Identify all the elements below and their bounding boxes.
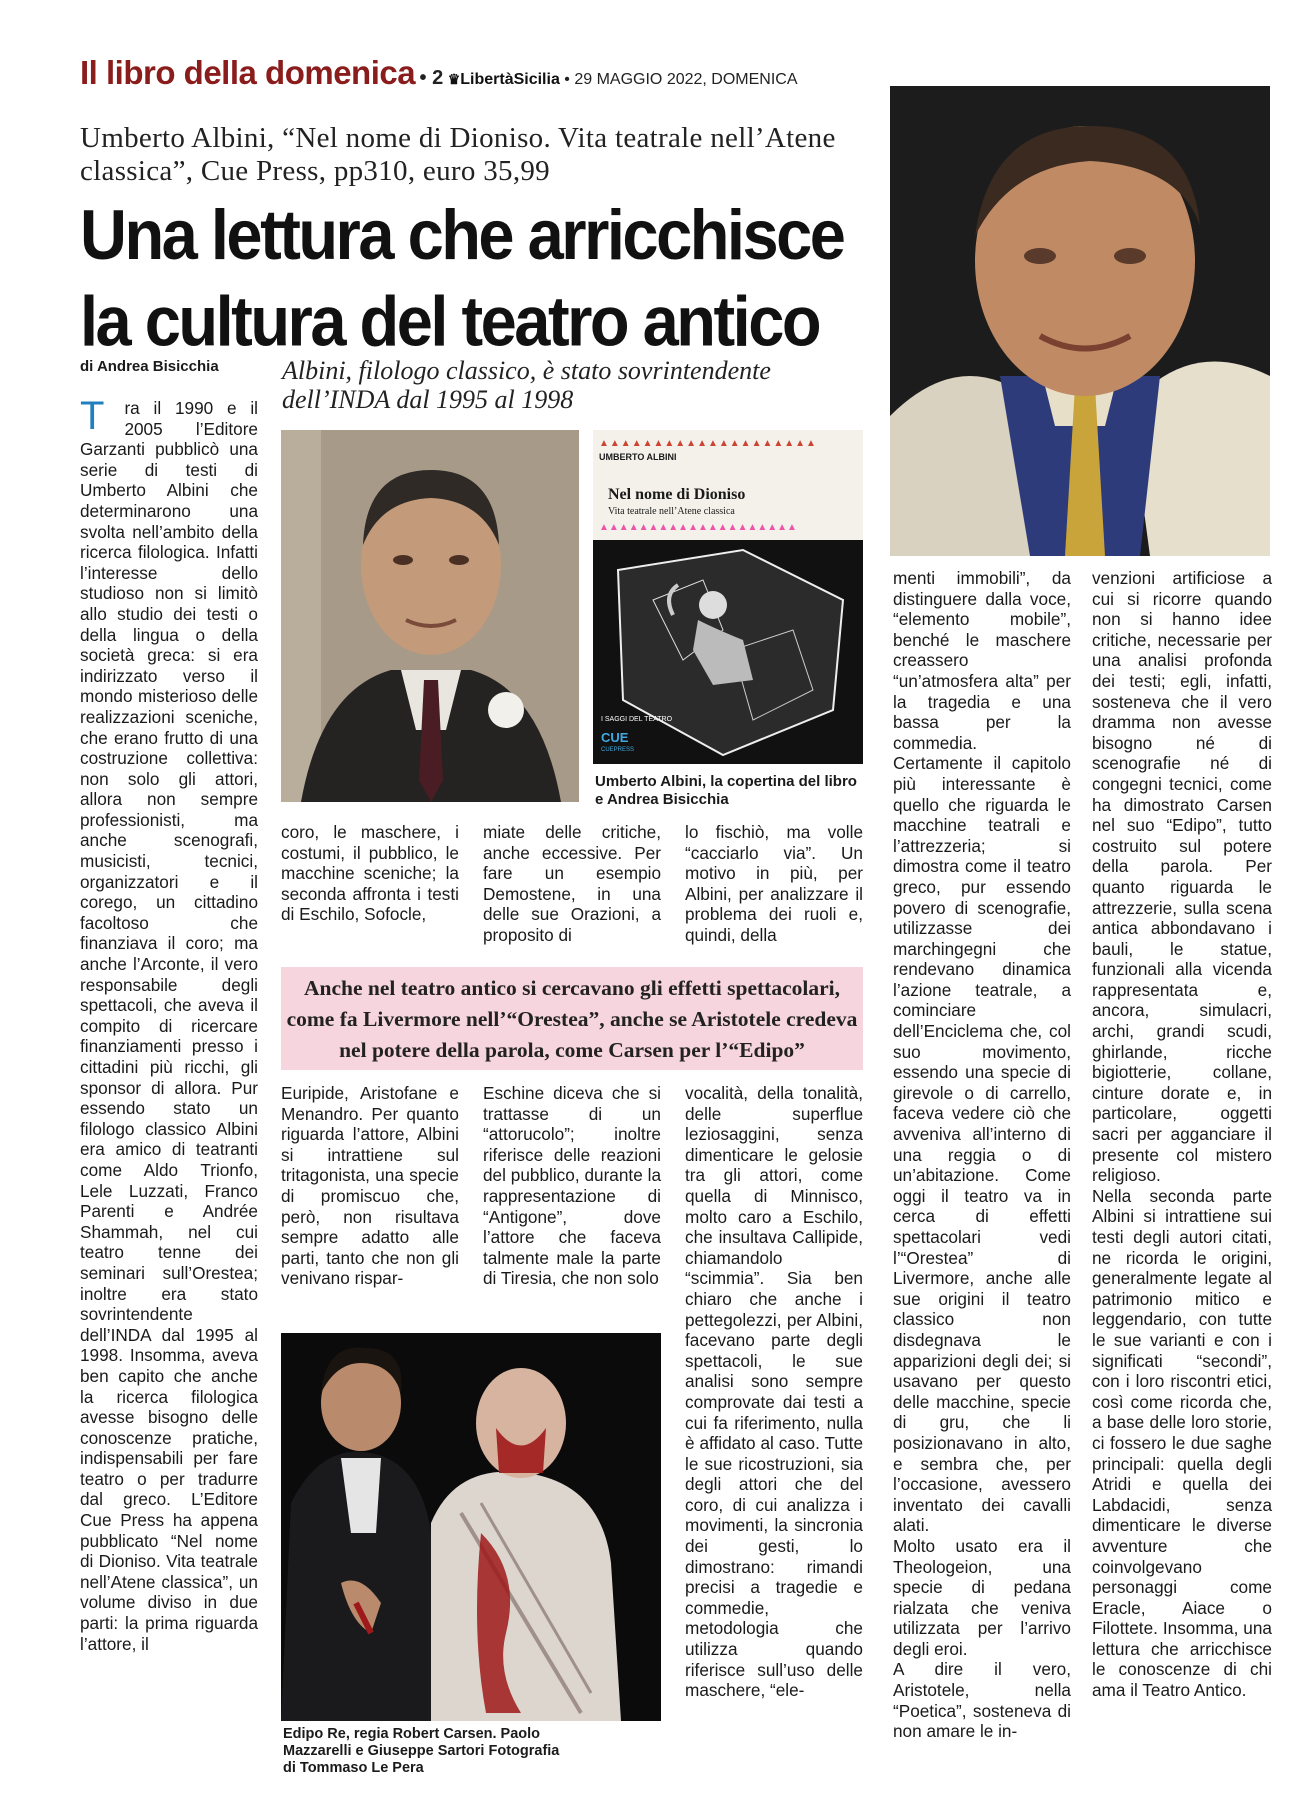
newspaper-logo [448,71,565,88]
drop-cap: T [80,394,105,438]
section-title: Il libro della domenica [80,54,416,91]
book-cover-artwork [593,540,863,764]
book-cover-subtitle: Vita teatrale nell’Atene classica [608,506,735,517]
kicker: Albini, filologo classico, è stato sovrintendente dell’INDA dal 1995 al 1998 [282,356,771,414]
column-2-top [281,822,459,925]
newspaper-name: LibertàSicilia [460,71,560,88]
column-5-para-3: A dire il vero, Aristotele, nella “Poetica”, sosteneva di non amare le in- [893,1659,1071,1742]
column-2-bottom [281,1083,459,1289]
column-3-top-text: miate delle critiche, anche eccessive. Per fare un esempio Demostene, in una delle sue Orazioni, a proposito di [483,822,661,945]
byline: di Andrea Bisicchia [80,358,219,375]
book-cover-title: Nel nome di Dioniso [608,486,746,503]
stage-photo-image [281,1333,661,1721]
column-4-bottom-text: vocalità, della tonalità, delle superflue leziosaggini, senza dimenticare le gelosie tra gli attori, come quella di Minnisco, molto caro a Eschilo, che insultava Callipide, chiamandolo “scimmia”. Sia ben chiaro che anche i pettegolezzi, per Albini, facevano parte degli spettacoli, le sue analisi sono sempre comprovate dai testi a cui fa riferimento, nulla è affidato al caso. Tutte le sue ricostruzioni, sia degli attori che del coro, di cui analizza i movimenti, la sincronia dei gesti, lo dimostrano: rimandi precisi a tragedie e commedie, metodologia che utilizza quando riferisce sull’uso delle maschere, “ele- [685,1083,863,1701]
portrait-albini-image [281,430,579,802]
column-1-text: ra il 1990 e il 2005 l’Editore Garzanti pubblicò una serie di testi di Umberto Albini che determinarono una svolta nell’ambito della ricerca filologica. Infatti l’interesse dello studioso non si limitò allo studio dei testi o della lingua o della società greca: si era indirizzato verso il mondo misterioso delle realizzazioni sceniche, che erano frutto di una costruzione collettiva: non solo gli attori, allora non sempre professionisti, ma anche scenografi, musicisti, tecnici, organizzatori e il corego, un cittadino facoltoso che finanziava il coro; ma anche l’Arconte, il vero responsabile degli spettacoli, che aveva il compito di ricercare finanziamenti presso i cittadini più ricchi, gli sponsor di allora. Pur essendo stato un filologo classico Albini era amico di teatranti come Aldo Trionfo, Lele Luzzati, Franco Parenti e Andrée Shammah, nel cui teatro tenne dei seminari sull’Orestea; inoltre era stato sovrintendente dell’INDA dal 1995 al 1998. Insomma, aveva ben capito che anche la ricerca filologica avesse bisogno delle conoscenze pratiche, indispensabili per fare teatro o per tradurre dal greco. L’Editore Cue Press ha appena pubblicato “Nel nome di Dioniso. Vita teatrale nell’Atene classica”, un volume diviso in due parti: la prima riguarda l’attore, il [80,398,258,1654]
headline-line-1: Una lettura che arricchisce [80,195,844,275]
column-6-para-1: venzioni artificiose a cui si ricorre quando non si hanno idee critiche, necessarie per una analisi profonda dei testi; egli, infatti, sosteneva che il vero dramma non avesse bisogno né di scenografie né di congegni tecnici, come ha dimostrato Carsen nel suo “Edipo”, tutto costruito sul potere della parola. Per quanto riguarda le attrezzerie, sulla scena antica abbondavano i bauli, le statue, funzionali alla vicenda rappresentata e, ancora, simulacri, archi, grandi scudi, ghirlande, ricche bigiotterie, collane, cinture dorate e, in particolare, oggetti sacri per agganciare il presente col mistero religioso. [1092,568,1272,1186]
column-4-top-text: lo fischiò, ma volle “cacciarlo via”. Un motivo in più, per Albini, per analizzare il problema dei ruoli e, quindi, della [685,822,863,945]
column-3-top [483,822,661,946]
publisher-name: CUEPRESS [601,747,635,753]
book-cover-pattern-2: ▲▲▲▲▲▲▲▲▲▲▲▲▲▲▲▲▲▲▲▲ [599,522,797,533]
book-cover-pattern: ▲▲▲▲▲▲▲▲▲▲▲▲▲▲▲▲▲▲▲▲ [599,438,817,449]
headline [80,192,870,365]
portrait-bisicchia-image [890,86,1270,556]
page-header [80,54,860,98]
column-4-top [685,822,863,946]
column-6 [1092,568,1272,1701]
column-3-bottom-text: Eschine diceva che si trattasse di un “attorucolo”; inoltre riferisce delle reazioni del pubblico, durante la rappresentazione di “Antigone”, dove l’attore che faceva talmente male la parte di Tiresia, che non solo [483,1083,661,1289]
column-2-top-text: coro, le maschere, i costumi, il pubblico, le macchine sceniche; la seconda affronta i testi di Eschilo, Sofocle, [281,822,459,925]
headline-line-2: la cultura del teatro antico [80,281,820,361]
book-cover-series: I SAGGI DEL TEATRO [601,716,673,723]
column-5 [893,568,1071,1742]
caption-portraits: Umberto Albini, la copertina del libro e Andrea Bisicchia [595,773,857,808]
column-6-para-2: Nella seconda parte Albini si intrattiene sui testi degli autori citati, ne ricorda le origini, generalmente legate al patrimonio mitico e leggendario, con tutte le sue varianti e con i significati “secondi”, con i loro riscontri etici, così come ricorda che, a base delle loro storie, ci fossero le due saghe principali: quella degli Atridi e quella dei Labdacidi, senza dimenticare le diverse avventure che coinvolgevano personaggi come Eracle, Aiace o Filottete. Insomma, una lettura che arricchisce le conoscenze di chi ama il Teatro Antico. [1092,1185,1272,1701]
portrait-photo-bisicchia [890,86,1270,556]
portrait-photo-albini [281,430,579,802]
publisher-logo: CUE [601,730,629,745]
caption-stage-photo: Edipo Re, regia Robert Carsen. Paolo Mazzarelli e Giuseppe Sartori Fotografia di Tommaso Le Pera [283,1726,560,1776]
column-5-para-2: Molto usato era il Theologeion, una specie di pedana rialzata che veniva utilizzata per l’arrivo degli eroi. [893,1535,1071,1659]
column-5-para-1: menti immobili”, da distinguere dalla voce, “elemento mobile”, benché le maschere creassero “un’atmosfera alta” per la tragedia e una bassa per la commedia. Certamente il capitolo più interessante è quello che riguarda le macchine teatrali e l’attrezzeria; si dimostra come il teatro greco, pur essendo povero di scenografie, utilizzasse dei marchingegni che rendevano dinamica l’azione teatrale, a cominciare dell’Enciclema che, col suo movimento, essendo una specie di girevole o di carrello, faceva vedere ciò che avveniva all’interno di una reggia o di un’abitazione. Come oggi il teatro va in cerca di effetti spettacolari vedi l’“Orestea” di Livermore, anche alle sue origini il teatro classico non disdegnava le apparizioni degli dei; si usavano per questo delle macchine, specie di gru, che li posizionavano in alto, e sembra che, per l’occasione, avessero inventato dei cavalli alati. [893,568,1071,1536]
book-cover [593,430,863,764]
stage-photo [281,1333,661,1721]
column-2-bottom-text: Euripide, Aristofane e Menandro. Per quanto riguarda l’attore, Albini si intrattiene sul tritagonista, una specie di promiscuo che, però, non risultava sempre adatto alle parti, tanto che non gli venivano rispar- [281,1083,459,1289]
column-1 [80,394,258,1654]
newspaper-logo-icon: ♛ [447,71,461,87]
book-reference: Umberto Albini, “Nel nome di Dioniso. Vita teatrale nell’Atene classica”, Cue Press, pp310, euro 35,99 [80,122,836,187]
column-3-bottom [483,1083,661,1289]
column-4-bottom [685,1083,863,1701]
book-cover-author: UMBERTO ALBINI [599,452,677,462]
vase-fragment-image [593,540,863,764]
issue-date: • 29 MAGGIO 2022, DOMENICA [564,71,798,88]
pull-quote: Anche nel teatro antico si cercavano gli effetti spettacolari, come fa Livermore nell’“Orestea”, anche se Aristotele credeva nel potere della parola, come Carsen per l’“Edipo” [281,967,863,1070]
page-number: • 2 [419,67,444,89]
